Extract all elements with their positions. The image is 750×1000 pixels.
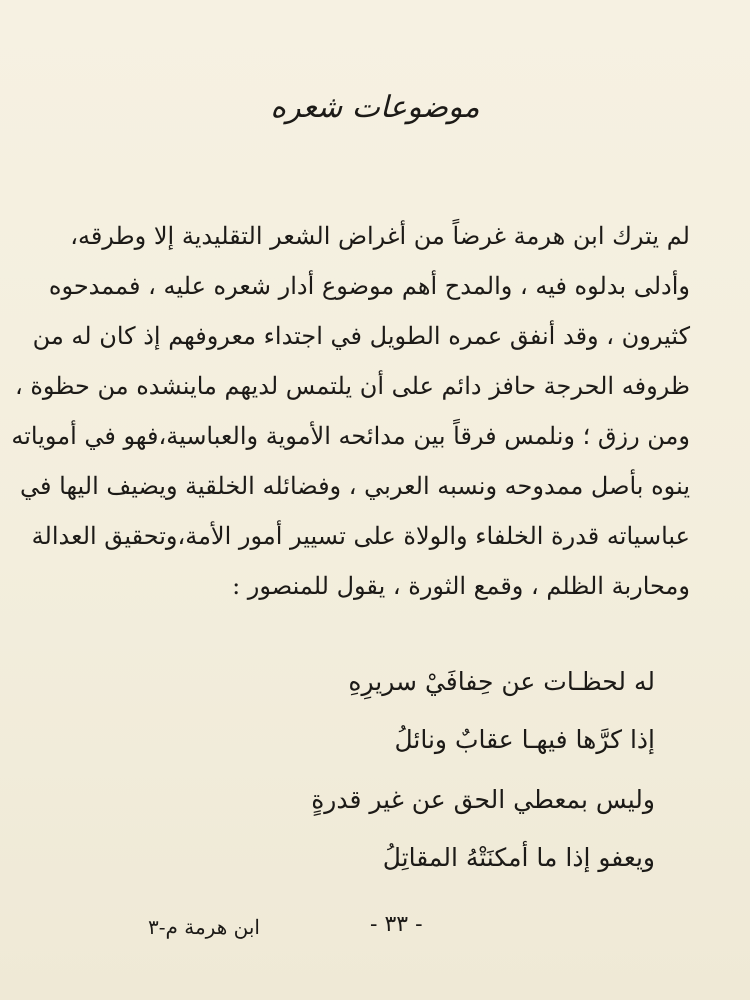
verse-line: ويعفو إذا ما أمكنَتْهُ المقاتِلُ [382,843,655,872]
verse-line: إذا كرَّها فيهـا عقابٌ ونائلُ [394,725,655,754]
book-reference: ابن هرمة م-٣ [148,915,260,939]
page-number: - ٣٣ - [370,912,423,937]
book-page: موضوعات شعره لم يترك ابن هرمة غرضاً من أغراض الشعر التقليدية إلا وطرقه، وأدلى بدلوه فيه ، والمدح أهم موضوع أدار شعره عليه ، فممدحوه كثيرون ، وقد أنفق عمره الطويل في اجتداء معروفهم إذ كان له من ظروفه الحرجة حافز دائم على أن يلتمس لديهم ماينشده من حظوة ، ومن رزق ؛ ونلمس فرقاً بين مدائحه الأموية والعباسية،فهو في أموياته ينوه بأصل ممدوحه ونسبه العربي ، وفضائله الخلقية ويضيف اليها في عباسياته قدرة الخلفاء والولاة على تسيير أمور الأمة،وتحقيق العدالة ومحاربة الظلم ، وقمع الثورة ، يقول للمنصور : له لحظـات عن حِفافَيْ سريرِهِ إذا كرَّها فيهـا عقابٌ ونائلُ وليس بمعطي الحق عن غير قدرةٍ ويعفو إذا ما أمكنَتْهُ المقاتِلُ ابن هرمة م-٣ - ٣٣ - [0,0,750,1000]
verse-line: له لحظـات عن حِفافَيْ سريرِهِ [348,667,655,696]
verse-line: وليس بمعطي الحق عن غير قدرةٍ [311,785,655,814]
chapter-title: موضوعات شعره [270,90,480,125]
